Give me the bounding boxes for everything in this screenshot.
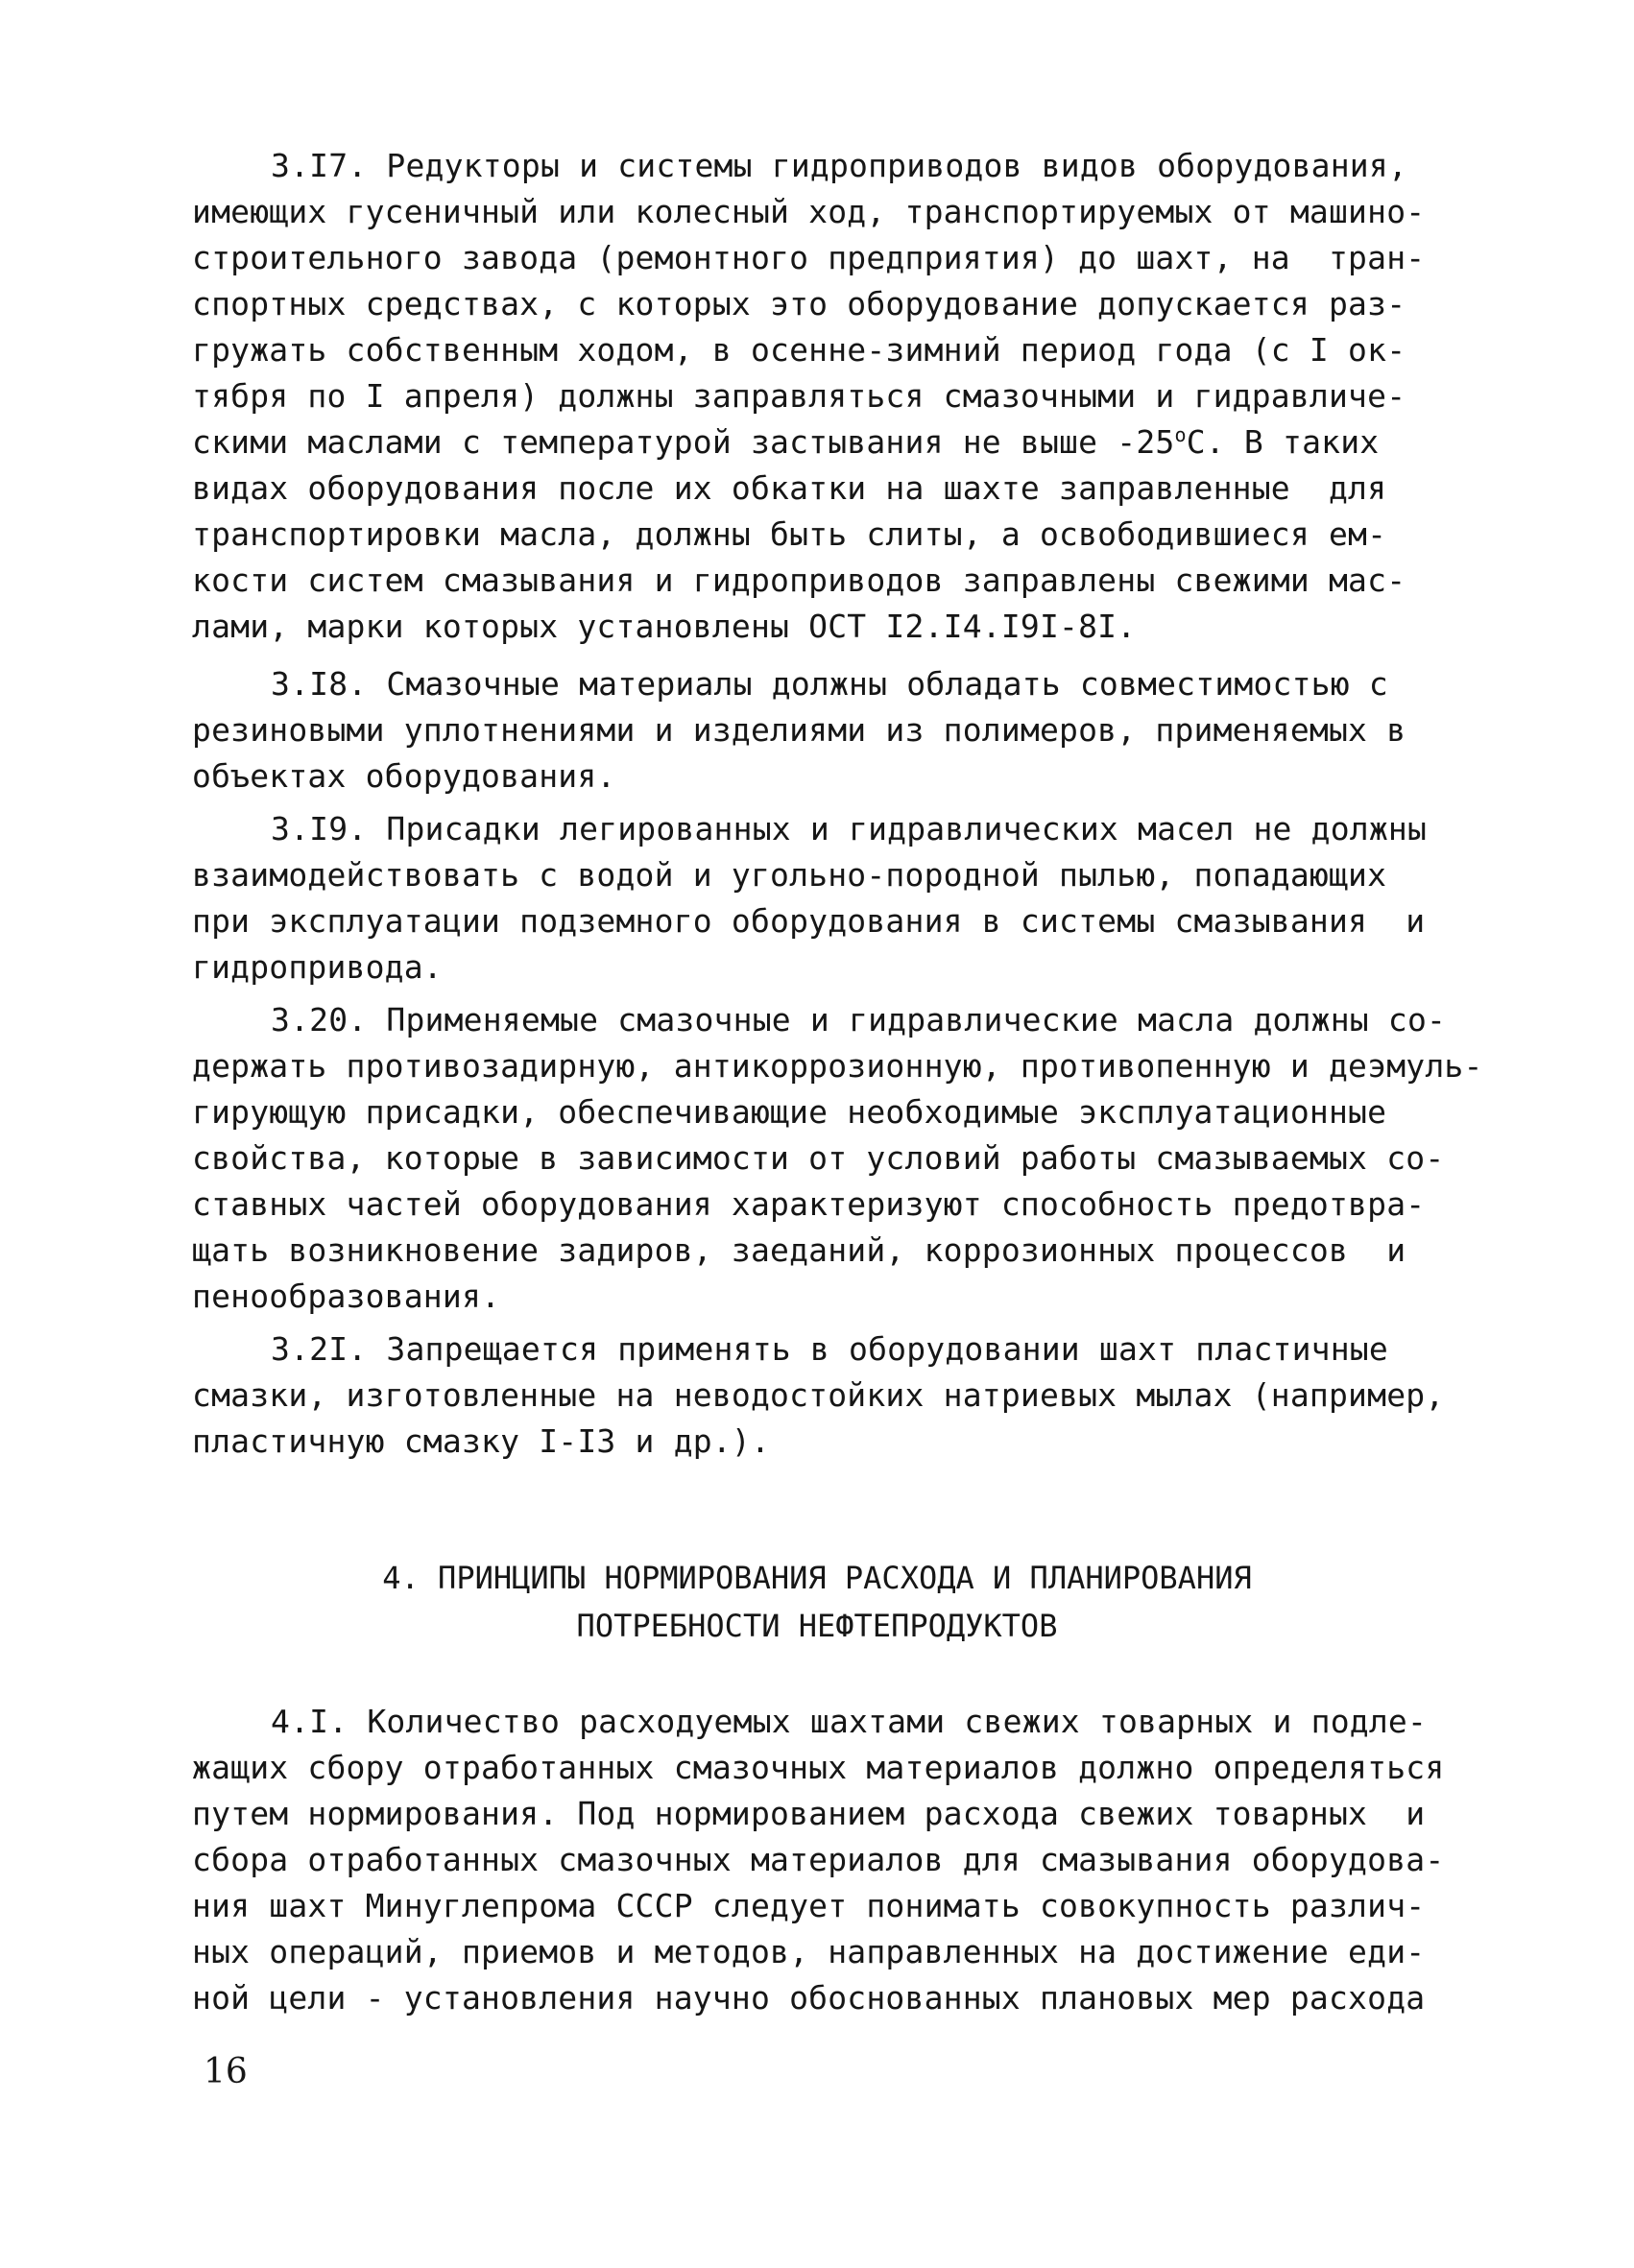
text-line: ных операций, приемов и методов, направленных на достижение еди- xyxy=(192,1933,1426,1970)
text-line: пластичную смазку I-I3 и др.). xyxy=(192,1422,771,1460)
text-line: 3.20. Применяемые смазочные и гидравлические масла должны со- xyxy=(271,1001,1447,1039)
text-line: тября по I апреля) должны заправляться смазочными и гидравличе- xyxy=(192,377,1406,415)
text-line: взаимодействовать с водой и угольно-породной пылью, попадающих xyxy=(192,856,1387,894)
text-line: смазки, изготовленные на неводостойких натриевых мылах (например, xyxy=(192,1376,1445,1414)
text-line: ной цели - установления научно обоснованных плановых мер расхода xyxy=(192,1979,1426,2017)
text-line: 3.I8. Смазочные материалы должны обладать совместимостью с xyxy=(271,665,1388,703)
section-heading-line: 4. ПРИНЦИПЫ НОРМИРОВАНИЯ РАСХОДА И ПЛАНИРОВАНИЯ xyxy=(382,1560,1252,1596)
page-number: 16 xyxy=(204,2052,248,2091)
text-line: гружать собственным ходом, в осенне-зимний период года (с I ок- xyxy=(192,331,1406,369)
text-line: транспортировки масла, должны быть слиты, а освободившиеся ем- xyxy=(192,515,1387,553)
text-line: спортных средствах, с которых это оборудование допускается раз- xyxy=(192,285,1406,322)
text-line: при эксплуатации подземного оборудования в системы смазывания и xyxy=(192,902,1426,940)
text-line: кости систем смазывания и гидроприводов заправлены свежими мас- xyxy=(192,561,1406,599)
text-line: путем нормирования. Под нормированием расхода свежих товарных и xyxy=(192,1795,1426,1832)
text-line: 4.I. Количество расходуемых шахтами свежих товарных и подле- xyxy=(271,1703,1428,1740)
text-line: ставных частей оборудования характеризуют способность предотвра- xyxy=(192,1185,1426,1223)
text-line xyxy=(192,419,1440,466)
text-line: видах оборудования после их обкатки на шахте заправленные для xyxy=(192,469,1387,507)
text-line: резиновыми уплотнениями и изделиями из полимеров, применяемых в xyxy=(192,711,1406,749)
text-line: свойства, которые в зависимости от условий работы смазываемых со- xyxy=(192,1139,1445,1177)
section-heading-line: ПОТРЕБНОСТИ НЕФТЕПРОДУКТОВ xyxy=(576,1608,1058,1644)
text-line: объектах оборудования. xyxy=(192,757,616,795)
text-line: 3.2I. Запрещается применять в оборудовании шахт пластичные xyxy=(271,1330,1388,1368)
text-line: ния шахт Минуглепрома СССР следует понимать совокупность различ- xyxy=(192,1887,1426,1924)
text-line: сбора отработанных смазочных материалов для смазывания оборудова- xyxy=(192,1841,1445,1878)
text-segment: С. В таких xyxy=(1186,423,1380,461)
text-line: 3.I7. Редукторы и системы гидроприводов видов оборудования, xyxy=(271,147,1407,184)
text-line: лами, марки которых установлены ОСТ I2.I4.I9I-8I. xyxy=(192,608,1137,645)
text-line: жащих сбору отработанных смазочных материалов должно определяться xyxy=(192,1749,1445,1786)
text-line: держать противозадирную, антикоррозионную, противопенную и деэмуль- xyxy=(192,1047,1483,1085)
text-line: гидропривода. xyxy=(192,948,443,986)
text-line: строительного завода (ремонтного предприятия) до шахт, на тран- xyxy=(192,239,1426,276)
text-line: щать возникновение задиров, заеданий, коррозионных процессов и xyxy=(192,1231,1406,1269)
text-line: 3.I9. Присадки легированных и гидравлических масел не должны xyxy=(271,810,1428,848)
text-line: пенообразования. xyxy=(192,1277,501,1315)
text-line: имеющих гусеничный или колесный ход, транспортируемых от машино- xyxy=(192,193,1426,230)
text-segment: скими маслами с температурой застывания не выше -25 xyxy=(192,423,1175,461)
text-line: гирующую присадки, обеспечивающие необходимые эксплуатационные xyxy=(192,1093,1387,1131)
degree-superscript: о xyxy=(1174,423,1187,446)
